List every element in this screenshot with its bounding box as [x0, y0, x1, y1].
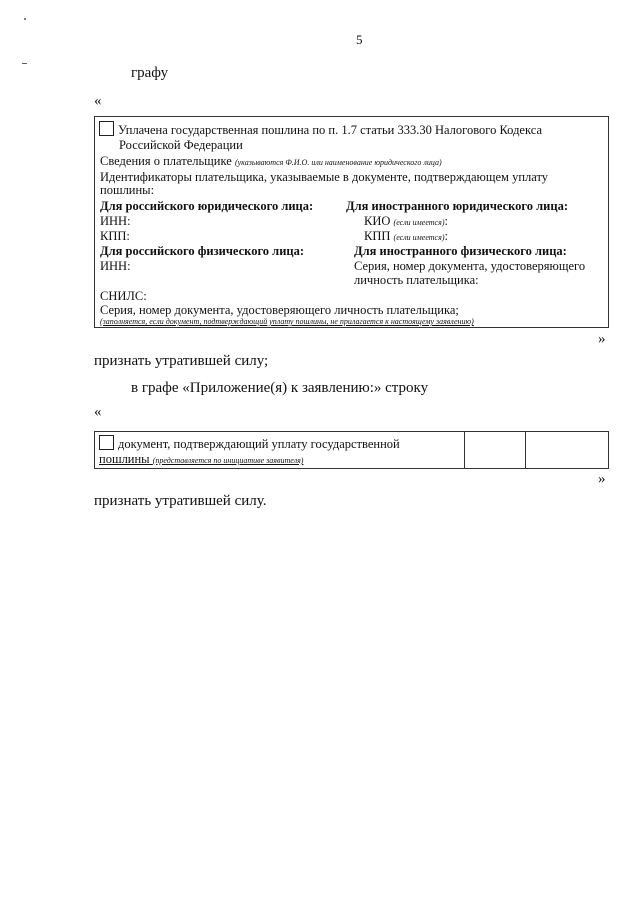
foreign-person-heading: Для иностранного физического лица:: [354, 244, 567, 258]
kio-label: КИО: [364, 214, 391, 228]
identifiers-line1: Идентификаторы плательщика, указываемые в документе, подтверждающем уплату: [100, 170, 549, 184]
foreign-kpp-line: [364, 229, 448, 245]
scan-mark: [24, 18, 26, 20]
quote-close-1: »: [598, 331, 606, 347]
paid-fee-line1: [99, 121, 542, 137]
kio-colon: :: [444, 214, 448, 228]
form-footnote: (заполняется, если документ, подтверждающий уплату пошлины, не прилагается к настоящему заявлению): [100, 317, 474, 326]
snils-label: СНИЛС:: [100, 289, 147, 303]
foreign-doc-line1: Серия, номер документа, удостоверяющего: [354, 259, 586, 273]
ru-person-heading: Для российского физического лица:: [100, 244, 305, 258]
foreign-kpp-colon: :: [444, 229, 448, 243]
attachment-label-fee: пошлины: [99, 452, 150, 466]
identifiers-line2: пошлины:: [100, 183, 155, 197]
attachment-checkbox[interactable]: [99, 435, 114, 450]
kio-hint: (если имеется): [393, 218, 445, 227]
kio-line: [364, 214, 448, 230]
page-number: 5: [356, 32, 363, 47]
kpp-label: КПП:: [100, 229, 130, 243]
paid-fee-checkbox[interactable]: [99, 121, 114, 136]
ru-legal-heading: Для российского юридического лица:: [100, 199, 314, 213]
payment-form-box: [94, 116, 609, 328]
paid-fee-line2: Российской Федерации: [119, 138, 243, 152]
attachment-row-table: [94, 431, 609, 469]
cell-divider-1: [464, 432, 465, 468]
payer-info-line: [100, 154, 442, 170]
instruction-revoke-1: признать утратившей силу;: [94, 353, 269, 369]
inn-label: ИНН:: [100, 214, 131, 228]
attachment-hint: (представляется по инициативе заявителя): [152, 456, 304, 465]
payer-info-label: Сведения о плательщике: [100, 154, 232, 168]
series-line: Серия, номер документа, удостоверяющего личность плательщика;: [100, 303, 459, 317]
person-inn-label: ИНН:: [100, 259, 131, 273]
foreign-legal-heading: Для иностранного юридического лица:: [346, 199, 568, 213]
foreign-doc-line2: личность плательщика:: [354, 273, 479, 287]
cell-divider-2: [525, 432, 526, 468]
scan-mark: [22, 63, 27, 64]
quote-open-2: «: [94, 404, 102, 420]
intro-word: графу: [131, 65, 169, 81]
quote-open-1: «: [94, 93, 102, 109]
foreign-kpp-label: КПП: [364, 229, 391, 243]
payer-info-hint: (указываются Ф.И.О. или наименование юридического лица): [234, 158, 442, 167]
attachment-line1: [99, 435, 400, 451]
foreign-kpp-hint: (если имеется): [393, 233, 445, 242]
attachment-line2: [99, 452, 303, 468]
instruction-revoke-2: признать утратившей силу.: [94, 493, 267, 509]
instruction-attachment: в графе «Приложение(я) к заявлению:» строку: [131, 380, 429, 396]
quote-close-2: »: [598, 471, 606, 487]
attachment-label: документ, подтверждающий уплату государственной: [118, 437, 400, 451]
paid-fee-label: Уплачена государственная пошлина по п. 1.7 статьи 333.30 Налогового Кодекса: [118, 123, 542, 137]
